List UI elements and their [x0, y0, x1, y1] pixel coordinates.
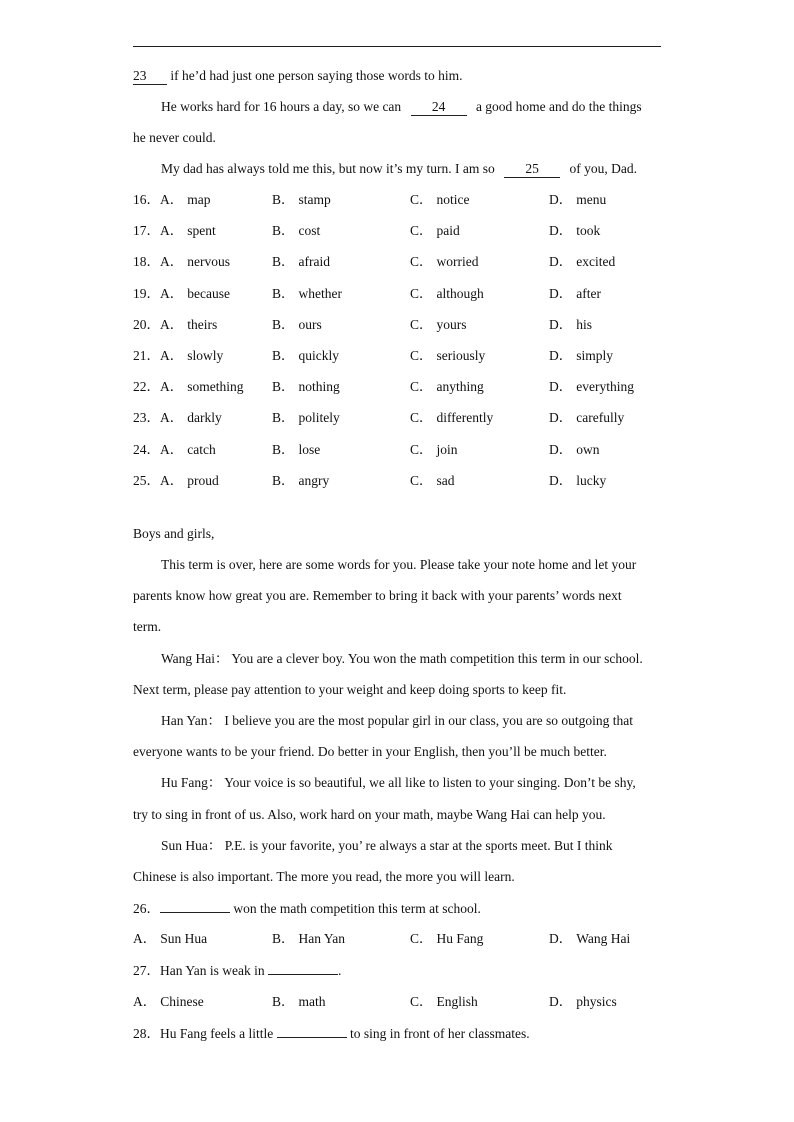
passage2-line: Next term, please pay attention to your weight and keep doing sports to keep fit.	[133, 681, 567, 697]
option-letter: D．	[549, 379, 573, 395]
option-letter: B．	[272, 223, 295, 239]
passage2-line: term.	[133, 619, 162, 635]
option-text: theirs	[187, 316, 218, 332]
question-27-after: .	[338, 963, 342, 978]
option-22-a	[133, 377, 244, 397]
option-letter: A．	[133, 931, 157, 946]
question-26-text: won the math competition this term at school.	[233, 901, 481, 916]
option-letter: A．	[160, 410, 184, 426]
option-letter: D．	[549, 994, 573, 1009]
option-letter: D．	[549, 192, 573, 207]
option-text: his	[576, 316, 593, 332]
blank-23: 23	[133, 68, 167, 85]
option-letter: C．	[410, 441, 433, 457]
option-text: Han Yan	[298, 931, 346, 946]
option-text: because	[187, 285, 230, 301]
option-letter: C．	[410, 472, 433, 488]
option-text: seriously	[436, 348, 486, 363]
option-text: ours	[298, 316, 322, 332]
option-letter: B．	[272, 316, 295, 332]
option-letter: B．	[272, 192, 295, 207]
passage1-line3: he never could.	[133, 130, 216, 145]
option-text: paid	[436, 223, 460, 239]
option-text: darkly	[187, 410, 222, 426]
passage2-line: This term is over, here are some words for you. Please take your note home and let your	[161, 557, 637, 572]
option-23-b	[272, 408, 340, 428]
question-number: 25．	[133, 472, 160, 488]
option-letter: B．	[272, 379, 295, 395]
option-25-d	[549, 471, 606, 491]
option-text: politely	[298, 410, 340, 426]
option-letter: B．	[272, 410, 295, 426]
option-text: after	[576, 285, 601, 301]
option-20-a	[133, 315, 217, 335]
option-text: stamp	[298, 192, 331, 207]
passage1-line2-after: a good home and do the things	[475, 99, 642, 114]
option-text: map	[187, 192, 211, 207]
option-text: simply	[576, 348, 614, 363]
option-25-b	[272, 471, 329, 491]
option-21-a	[133, 346, 223, 366]
option-17-d	[549, 221, 600, 241]
option-23-d	[549, 408, 624, 428]
option-letter: D．	[549, 410, 573, 426]
option-text: anything	[436, 379, 484, 395]
option-text: cost	[298, 223, 321, 239]
option-19-b	[272, 284, 342, 304]
option-letter: A．	[160, 285, 184, 301]
option-text: afraid	[298, 254, 330, 270]
option-24-d	[549, 440, 600, 460]
option-letter: B．	[272, 472, 295, 488]
option-20-d	[549, 315, 592, 335]
option-text: slowly	[187, 348, 224, 363]
option-17-c	[410, 221, 460, 241]
option-letter: C．	[410, 192, 433, 207]
option-text: differently	[436, 410, 494, 426]
option-23-c	[410, 408, 493, 428]
option-20-b	[272, 315, 322, 335]
option-text: lucky	[576, 472, 607, 488]
passage2-line: everyone wants to be your friend. Do better in your English, then you’ll be much better.	[133, 744, 607, 760]
option-19-d	[549, 284, 601, 304]
passage2-line: Han Yan： I believe you are the most popular girl in our class, you are so outgoing that	[161, 713, 634, 728]
option-text: nervous	[187, 254, 230, 270]
option-letter: D．	[549, 472, 573, 488]
header-rule	[133, 46, 661, 47]
option-letter: B．	[272, 254, 295, 270]
option-text: nothing	[298, 379, 340, 395]
option-text: quickly	[298, 348, 340, 363]
option-text: carefully	[576, 410, 625, 426]
option-letter: D．	[549, 348, 573, 363]
option-23-a	[133, 408, 222, 428]
passage1-line1	[133, 66, 462, 86]
option-letter: D．	[549, 931, 573, 946]
option-letter: C．	[410, 379, 433, 395]
option-text: physics	[576, 994, 617, 1009]
option-17-b	[272, 221, 320, 241]
question-number: 20．	[133, 316, 160, 332]
q26-option-b	[272, 929, 345, 949]
option-25-a	[133, 471, 219, 491]
option-text: menu	[576, 192, 607, 207]
q26-option-a	[133, 929, 207, 949]
option-letter: A．	[160, 472, 184, 488]
passage2-line: Hu Fang： Your voice is so beautiful, we all like to listen to your singing. Don’t be shy,	[161, 775, 636, 791]
option-letter: A．	[160, 316, 184, 332]
option-letter: A．	[133, 994, 157, 1009]
option-17-a	[133, 221, 216, 241]
option-text: catch	[187, 441, 216, 457]
option-letter: A．	[160, 348, 184, 363]
passage2-line: Sun Hua： P.E. is your favorite, you’ re always a star at the sports meet. But I think	[161, 837, 613, 853]
option-text: sad	[436, 472, 455, 488]
option-letter: D．	[549, 285, 573, 301]
option-letter: C．	[410, 348, 433, 363]
passage1-line4-after: of you, Dad.	[569, 161, 637, 176]
passage1-line4	[161, 159, 637, 179]
option-letter: B．	[272, 348, 295, 363]
option-16-c	[410, 190, 470, 210]
passage1-line2	[161, 97, 642, 117]
question-number: 24．	[133, 441, 160, 457]
option-text: spent	[187, 223, 216, 239]
option-19-c	[410, 284, 484, 304]
option-letter: D．	[549, 254, 573, 270]
option-20-c	[410, 315, 467, 335]
option-18-a	[133, 252, 230, 272]
option-text: excited	[576, 254, 616, 270]
option-text: angry	[298, 472, 330, 488]
option-letter: B．	[272, 441, 295, 457]
q27-option-a	[133, 992, 204, 1012]
option-21-b	[272, 346, 339, 366]
option-letter: D．	[549, 316, 573, 332]
option-letter: A．	[160, 223, 184, 239]
question-number: 18．	[133, 254, 160, 270]
blank-24: 24	[411, 99, 467, 116]
option-18-d	[549, 252, 615, 272]
option-18-c	[410, 252, 479, 272]
option-19-a	[133, 284, 230, 304]
option-letter: C．	[410, 994, 433, 1009]
passage2-line: parents know how great you are. Remember to bring it back with your parents’ words next	[133, 588, 622, 604]
passage1-line1-text: if he’d had just one person saying those words to him.	[170, 68, 463, 83]
option-letter: D．	[549, 441, 573, 457]
option-text: something	[187, 379, 244, 395]
blank-25: 25	[504, 161, 560, 178]
option-18-b	[272, 252, 330, 272]
answer-blank	[268, 960, 338, 975]
option-22-c	[410, 377, 484, 397]
question-27	[133, 960, 341, 981]
q26-option-c	[410, 929, 483, 949]
answer-blank	[160, 898, 230, 913]
question-28-before: Hu Fang feels a little	[160, 1026, 274, 1041]
option-text: everything	[576, 379, 634, 395]
option-24-b	[272, 440, 320, 460]
option-text: notice	[436, 192, 470, 207]
option-text: English	[436, 994, 478, 1009]
question-number: 22．	[133, 379, 160, 395]
question-28-after: to sing in front of her classmates.	[349, 1026, 530, 1041]
option-letter: C．	[410, 223, 433, 239]
question-number: 17．	[133, 223, 160, 239]
option-16-b	[272, 190, 331, 210]
passage2-line: Wang Hai： You are a clever boy. You won the math competition this term in our school.	[161, 650, 643, 666]
option-24-c	[410, 440, 458, 460]
option-text: although	[436, 285, 484, 301]
q26-option-d	[549, 929, 630, 949]
passage2-line: Chinese is also important. The more you read, the more you will learn.	[133, 869, 515, 884]
option-21-d	[549, 346, 613, 366]
question-27-before: Han Yan is weak in	[160, 963, 265, 978]
option-letter: B．	[272, 931, 295, 946]
option-22-d	[549, 377, 634, 397]
question-26-number: 26．	[133, 901, 160, 916]
option-text: yours	[436, 316, 467, 332]
option-letter: A．	[160, 379, 184, 395]
option-letter: A．	[160, 192, 184, 207]
option-text: Sun Hua	[160, 931, 208, 946]
question-28	[133, 1023, 530, 1044]
option-text: took	[576, 223, 601, 239]
option-text: Chinese	[160, 994, 204, 1009]
option-letter: D．	[549, 223, 573, 239]
option-letter: C．	[410, 285, 433, 301]
passage2-line: try to sing in front of us. Also, work hard on your math, maybe Wang Hai can help you.	[133, 806, 606, 822]
option-text: whether	[298, 285, 342, 301]
q27-option-b	[272, 992, 326, 1012]
option-21-c	[410, 346, 485, 366]
question-28-number: 28．	[133, 1026, 160, 1041]
option-letter: C．	[410, 410, 433, 426]
option-text: proud	[187, 472, 219, 488]
option-letter: C．	[410, 931, 433, 946]
option-letter: C．	[410, 316, 433, 332]
option-letter: B．	[272, 285, 295, 301]
option-text: math	[298, 994, 326, 1009]
option-16-d	[549, 190, 606, 210]
option-text: own	[576, 441, 600, 457]
option-letter: A．	[160, 441, 184, 457]
passage1-line4-before: My dad has always told me this, but now it’s my turn. I am so	[161, 161, 495, 176]
option-24-a	[133, 440, 216, 460]
option-16-a	[133, 190, 211, 210]
question-number: 19．	[133, 285, 160, 301]
passage2-greeting: Boys and girls,	[133, 526, 215, 541]
question-27-number: 27．	[133, 963, 160, 978]
passage1-line2-before: He works hard for 16 hours a day, so we can	[161, 99, 402, 114]
question-26	[133, 898, 481, 919]
option-letter: A．	[160, 254, 184, 270]
question-number: 16．	[133, 192, 160, 207]
option-letter: B．	[272, 994, 295, 1009]
q27-option-c	[410, 992, 478, 1012]
option-22-b	[272, 377, 340, 397]
option-text: worried	[436, 254, 479, 270]
option-letter: C．	[410, 254, 433, 270]
q27-option-d	[549, 992, 617, 1012]
question-number: 21．	[133, 348, 160, 363]
answer-blank	[277, 1023, 347, 1038]
option-25-c	[410, 471, 455, 491]
option-text: join	[436, 441, 458, 457]
option-text: Wang Hai	[576, 931, 631, 946]
option-text: lose	[298, 441, 321, 457]
question-number: 23．	[133, 410, 160, 426]
option-text: Hu Fang	[436, 931, 484, 946]
